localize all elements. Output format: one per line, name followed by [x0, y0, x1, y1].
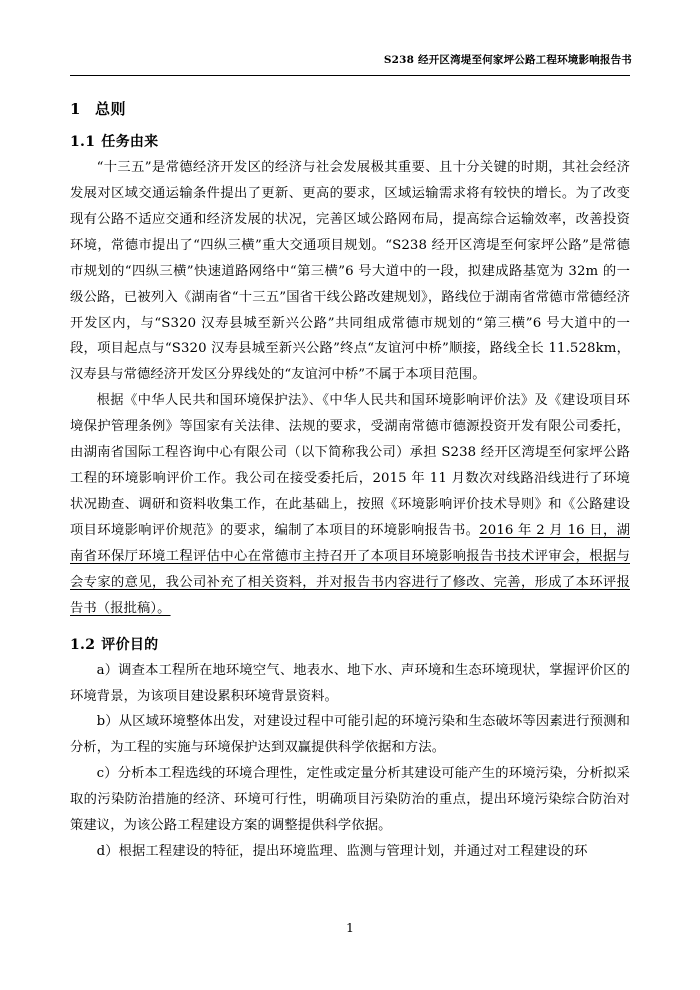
page-content: [70, 88, 630, 865]
chapter-heading: [70, 98, 630, 119]
page-number: 1: [346, 920, 354, 935]
section-title-1-2: 评价目的: [101, 636, 159, 653]
section-heading-1-2: [70, 634, 630, 654]
section-number-1-1: 1.1: [70, 134, 96, 150]
section-number-1-2: 1.2: [70, 636, 96, 653]
chapter-title: 总则: [94, 100, 126, 118]
paragraph-legal-basis-underlined: 2016 年 2 月 16 日，湖南省环保厅环境工程评估中心在常德市主持召开了本项目环境影响报告书技术评审会，根据与会专家的意见，我公司补充了相关资料，并对报告书内容进行了修改、完善，形成了本环评报告书（报批稿）。: [70, 522, 630, 616]
paragraph-task-background: “十三五”是常德经济开发区的经济与社会发展极其重要、且十分关键的时期，其社会经济发展对区域交通运输条件提出了更新、更高的要求，区域运输需求将有较快的增长。为了改变现有公路不适应交通和经济发展的状况，完善区域公路网布局，提高综合运输效率，改善投资环境，常德市提出了“四纵三横”重大交通项目规划。“S238 经开区湾堤至何家坪公路”是常德市规划的“四纵三横”快速道路网络中“第三横”6 号大道中的一段，拟建成路基宽为 32m 的一级公路，已被列入《湖南省“十三五”国省干线公路改建规划》，路线位于湖南省常德市常德经济开发区内，与“S320 汉寿县城至新兴公路”共同组成常德市规划的“第三横”6 号大道中的一段，项目起点与“S320 汉寿县城至新兴公路”终点“友谊河中桥”顺接，路线全长 11.528km，汉寿县与常德经济开发区分界线处的“友谊河中桥”不属于本项目范围。: [70, 160, 630, 383]
page-header: S238 经开区湾堤至何家坪公路工程环境影响报告书: [383, 54, 632, 66]
list-item: d）根据工程建设的特征，提出环境监理、监测与管理计划，并通过对工程建设的环: [96, 844, 588, 860]
paragraph-legal-basis-text: 根据《中华人民共和国环境保护法》、《中华人民共和国环境影响评价法》及《建设项目环境保护管理条例》等国家有关法律、法规的要求，受湖南常德市德源投资开发有限公司委托，由湖南省国际工程咨询中心有限公司（以下简称我公司）承担 S238 经开区湾堤至何家坪公路工程的环境影响评价工作。我公司在接受委托后，2015 年 11 月数次对线路沿线进行了环境状况勘查、调研和资料收集工作，在此基础上，按照《环境影响评价技术导则》和《公路建设项目环境影响评价规范》的要求，编制了本项目的环境影响报告书。: [70, 393, 630, 538]
section-heading-1-1: [70, 131, 630, 151]
list-item: b）从区域环境整体出发，对建设过程中可能引起的环境污染和生态破坏等因素进行预测和分析，为工程的实施与环境保护达到双赢提供科学依据和方法。: [70, 714, 630, 756]
section-title-1-1: 任务由来: [101, 134, 159, 150]
chapter-number: 1: [70, 100, 81, 118]
list-item: c）分析本工程选线的环境合理性，定性或定量分析其建设可能产生的环境污染，分析拟采取的污染防治措施的经济、环境可行性，明确项目污染防治的重点，提出环境污染综合防治对策建议，为该公路工程建设方案的调整提供科学依据。: [70, 766, 630, 834]
paragraph-legal-basis: [70, 388, 630, 621]
header-divider: [70, 75, 630, 76]
list-item: a）调查本工程所在地环境空气、地表水、地下水、声环境和生态环境现状，掌握评价区的环境背景，为该项目建设累积环境背景资料。: [70, 662, 630, 704]
